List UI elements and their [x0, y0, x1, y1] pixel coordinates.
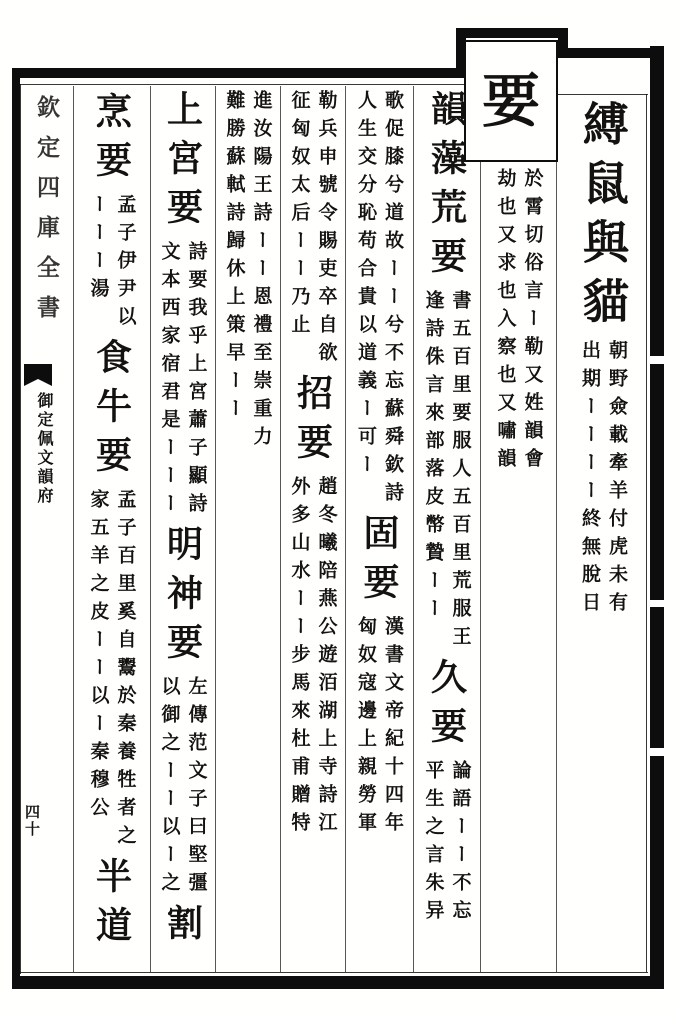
column-3-yunzao-huangyao: [414, 90, 479, 928]
headword: 縛鼠與貓: [576, 100, 630, 336]
annotation-note: 趙冬曦陪燕公遊洦湖上寺詩江 外多山水ーー步馬來杜甫贈特: [288, 476, 338, 840]
frame-border-left: [12, 68, 20, 988]
annotation-note: 詩要我乎上宮蕭子顯詩 文本西家宿君是ーーー: [158, 241, 208, 521]
annotation-note: 左傳范文子曰堅彊 以御之ーー以ー之: [158, 676, 208, 900]
frame-border-top-right: [558, 48, 664, 58]
column-separator: [480, 86, 481, 972]
column-7-shanggongyao: [151, 90, 214, 953]
book-title: 御定佩文韻府: [35, 392, 54, 506]
binding-gap: [650, 356, 664, 364]
headword: 半道: [90, 857, 133, 955]
annotation-note: 書五百里要服人五百里荒服王 逢詩侏言來部落皮幣贄ーー: [422, 290, 472, 654]
column-separator: [556, 94, 557, 972]
frame-border-top-high: [456, 28, 568, 38]
annotation-note: 論語ーー不忘 平生之言朱异: [422, 760, 472, 928]
headword: 明神要: [161, 525, 204, 672]
column-2-yao-gloss: [482, 168, 555, 476]
annotation-note: 歌促膝兮道故ーー兮不忘蘇舜欽詩 人生交分恥苟合貴以道義ー可ー: [355, 90, 404, 510]
folio-number: 四十: [23, 804, 41, 838]
column-6-continuation: [216, 90, 279, 454]
column-1-bo-shu-yu-mao: [558, 100, 648, 620]
fishtail-mark: [24, 364, 52, 386]
frame-border-top-main: [12, 68, 464, 78]
headword: 固要: [358, 514, 400, 612]
annotation-note: 勒兵申號令賜吏卒自欲 征匈奴太后ーー乃止: [288, 90, 338, 370]
headword: 烹要: [90, 92, 133, 190]
column-5-zhaoyao: [281, 90, 344, 840]
rhyme-head-char: 要: [481, 67, 540, 135]
frame-border-right: [650, 46, 664, 989]
annotation-note: 漢書文帝紀十四年 匈奴寇邊上親勞軍: [355, 616, 404, 840]
column-4-guyao: [346, 90, 412, 840]
headword: 招要: [291, 374, 334, 472]
annotation-note: 於霄切俗言ー勒又姓韻會 劫也又求也入察也又嘯韻: [494, 168, 544, 476]
frame-border-bottom: [12, 976, 664, 989]
annotation-note: 孟子百里奚自鬻於秦養牲者之 家五羊之皮ーー以ー秦穆公: [87, 489, 137, 853]
inner-frame-left: [20, 84, 21, 974]
binding-gap: [650, 600, 664, 607]
inner-frame-top-col1: [556, 94, 648, 95]
headword: 久要: [425, 658, 468, 756]
binding-gap: [650, 748, 664, 756]
headword: 割: [161, 904, 204, 953]
headword: 食牛要: [90, 338, 133, 485]
column-8-pengyao: [74, 92, 149, 955]
inner-frame-top: [20, 84, 466, 85]
spine-title: 欽定四庫全書: [33, 95, 60, 335]
annotation-note: 孟子伊尹以 ーーー湯: [87, 194, 137, 334]
annotation-note: 進汝陽王詩ーー恩禮至崇重力 難勝蘇軾詩歸休上策早ーー: [223, 90, 273, 454]
inner-frame-bottom: [20, 972, 648, 973]
annotation-note: 朝野僉載牽羊付虎未有 出期ーーーー終無脫日: [579, 340, 628, 620]
headword: 上宮要: [161, 90, 204, 237]
headword: 韻藻荒要: [425, 90, 468, 286]
